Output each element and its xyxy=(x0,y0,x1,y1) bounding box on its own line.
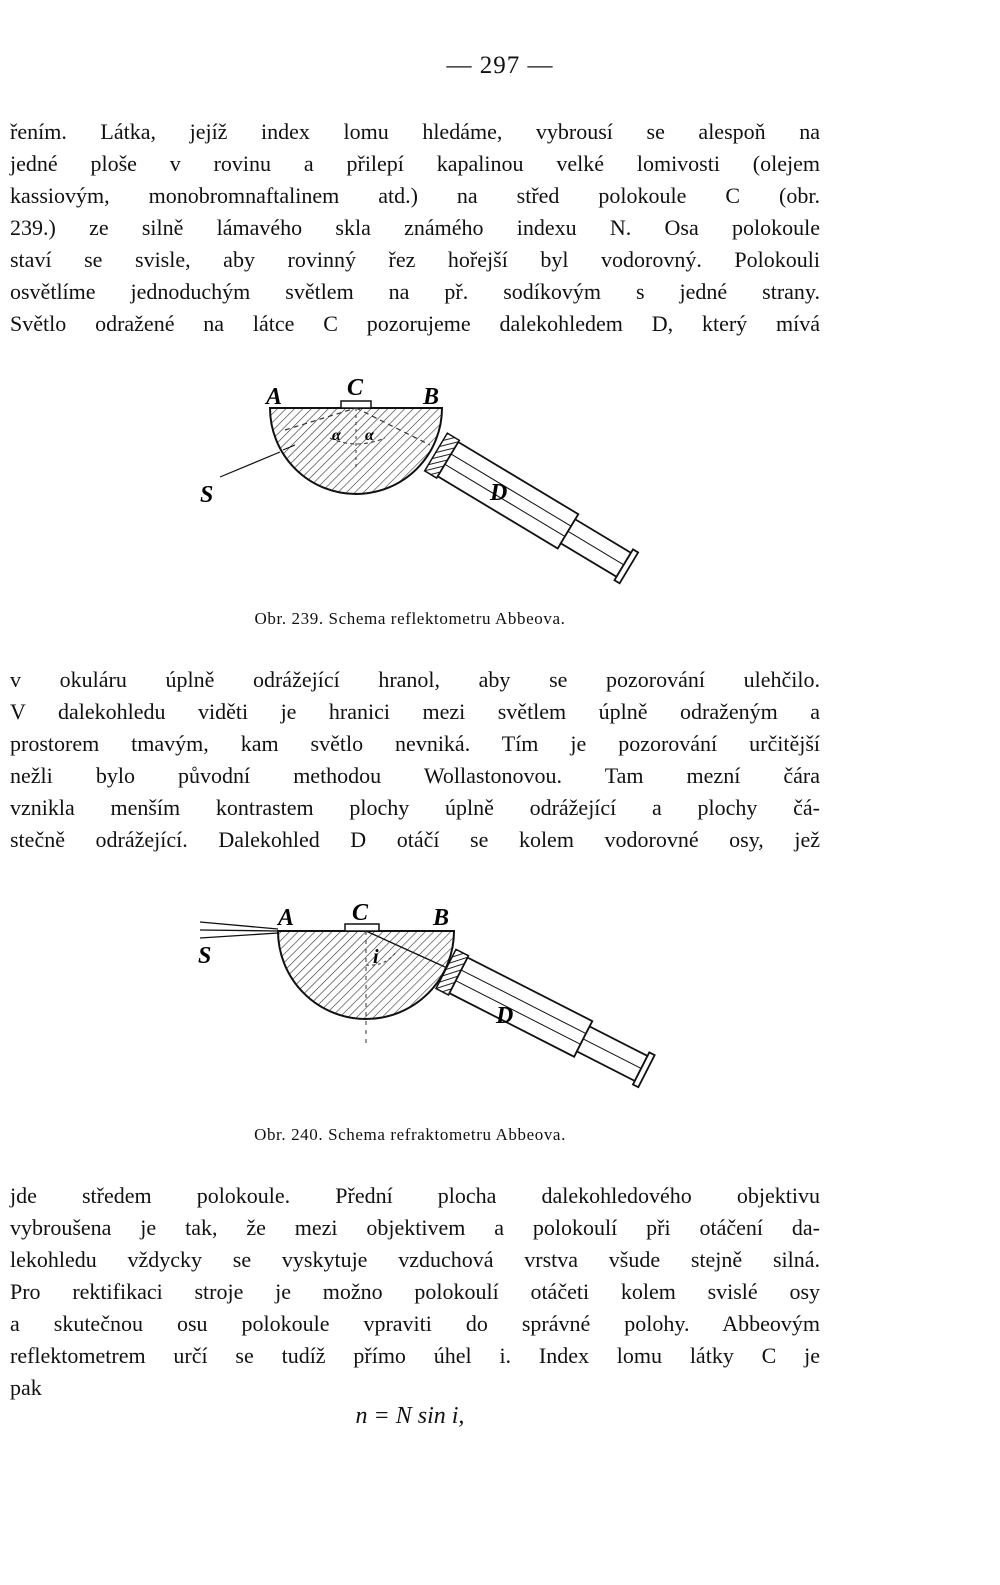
text-line: jedné ploše v rovinu a přilepí kapalinou velké lomivosti (olejem xyxy=(10,151,820,176)
label-s: S xyxy=(200,482,214,508)
text-line: prostorem tmavým, kam světlo nevniká. Tím je pozorování určitější xyxy=(10,731,820,756)
text-line: stečně odrážející. Dalekohled D otáčí se kolem vodorovné osy, jež xyxy=(10,827,820,852)
label-a: A xyxy=(266,384,283,410)
paragraph-1 xyxy=(10,116,820,340)
text-line: Světlo odražené na látce C pozorujeme dalekohledem D, který mívá xyxy=(10,311,820,336)
sample-plate xyxy=(341,401,371,408)
telescope xyxy=(425,433,641,587)
text-line: pak xyxy=(10,1375,42,1400)
label-c: C xyxy=(347,375,364,401)
text-line: a skutečnou osu polokoule vpraviti do správné polohy. Abbeovým xyxy=(10,1311,820,1336)
text-line: jde středem polokoule. Přední plocha dalekohledového objektivu xyxy=(10,1183,820,1208)
text-line: osvětlíme jednoduchým světlem na př. sodíkovým s jedné strany. xyxy=(10,279,820,304)
text-line: nežli bylo původní methodou Wollastonovou. Tam mezní čára xyxy=(10,763,820,788)
label-i: i xyxy=(373,946,379,968)
figure-240-refractometer xyxy=(190,895,670,1115)
text-line: řením. Látka, jejíž index lomu hledáme, vybrousí se alespoň na xyxy=(10,119,820,144)
text-line: vznikla menším kontrastem plochy úplně odrážející a plochy čá- xyxy=(10,795,820,820)
label-alpha-right: α xyxy=(365,427,374,444)
label-c: C xyxy=(352,900,369,926)
text-line: Pro rektifikaci stroje je možno polokoulí otáčeti kolem svislé osy xyxy=(10,1279,820,1304)
formula: n = N sin i, xyxy=(355,1403,465,1429)
label-d: D xyxy=(496,1003,514,1029)
figure-239-reflectometer xyxy=(180,370,660,595)
label-s: S xyxy=(198,943,212,969)
paragraph-2 xyxy=(10,664,820,856)
paragraph-3 xyxy=(10,1180,820,1404)
text-line: lekohledu vždycky se vyskytuje vzduchová vrstva všude stejně silná. xyxy=(10,1247,820,1272)
page-number: — 297 — xyxy=(446,52,554,79)
label-d: D xyxy=(490,480,508,506)
figure-240-caption: Obr. 240. Schema refraktometru Abbeova. xyxy=(254,1125,566,1144)
text-line: kassiovým, monobromnaftalinem atd.) na střed polokoule C (obr. xyxy=(10,183,820,208)
text-line: vybroušena je tak, že mezi objektivem a polokoulí při otáčení da- xyxy=(10,1215,820,1240)
text-line: V dalekohledu viděti je hranici mezi světlem úplně odraženým a xyxy=(10,699,820,724)
label-b: B xyxy=(433,905,450,931)
text-line: v okuláru úplně odrážející hranol, aby se pozorování ulehčilo. xyxy=(10,667,820,692)
text-line: 239.) ze silně lámavého skla známého indexu N. Osa polokoule xyxy=(10,215,820,240)
label-alpha-left: α xyxy=(332,427,341,444)
text-line: staví se svisle, aby rovinný řez hořejší byl vodorovný. Polokouli xyxy=(10,247,820,272)
label-b: B xyxy=(423,384,440,410)
text-line: reflektometrem určí se tudíž přímo úhel i. Index lomu látky C je xyxy=(10,1343,820,1368)
figure-239-caption: Obr. 239. Schema reflektometru Abbeova. xyxy=(254,609,566,628)
telescope xyxy=(436,949,656,1090)
label-a: A xyxy=(278,905,295,931)
